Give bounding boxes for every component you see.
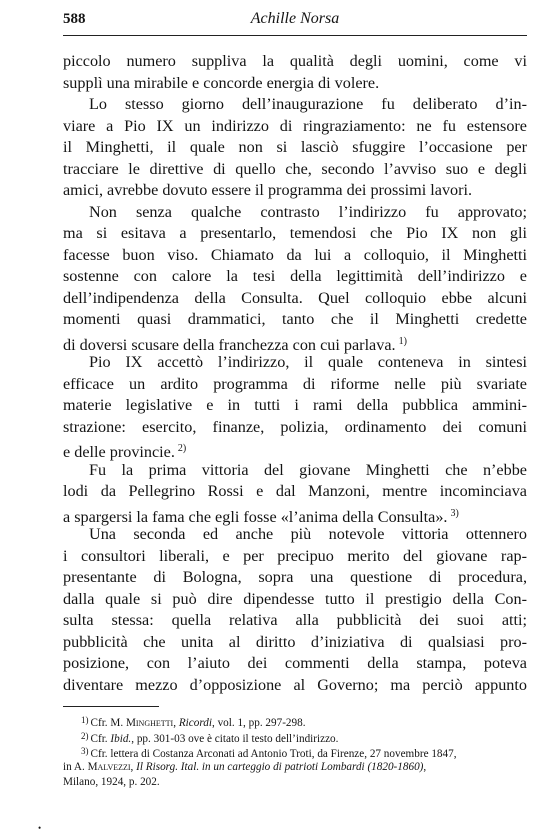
text-line: posizione, con l’aiuto dei commenti della stampa, poteva — [63, 654, 527, 672]
footnote-text: Cfr. — [90, 732, 111, 745]
text-line: Una seconda ed anche più notevole vittoria ottennero — [89, 525, 527, 543]
margin-mark: • — [38, 823, 42, 833]
text-line: piccolo numero suppliva la qualità degli uomini, come vi — [63, 52, 527, 70]
footnote-3 — [63, 744, 527, 760]
footnote-ref-3: 3) — [450, 507, 459, 519]
text-line: il Minghetti, il quale non si lasciò sfuggire l’occasione per — [63, 138, 527, 156]
text-line: diventare mezzo d’opposizione al Governo; ma perciò appunto — [63, 675, 527, 694]
footnote-rule — [63, 706, 159, 707]
footnote-work: Il Risorg. Ital. in un carteggio di patrioti Lombardi (1820-1860) — [136, 760, 424, 773]
footnote-number: 2) — [81, 730, 89, 741]
footnote-ref-1: 1) — [398, 335, 407, 347]
footnote-ref-2: 2) — [177, 443, 187, 454]
page-number: 588 — [63, 11, 86, 27]
footnote-number: 3) — [81, 746, 89, 756]
footnote-text: , pp. 301-03 ove è citato il testo dell’indirizzo. — [131, 732, 339, 745]
footnote-text: Cfr. M. — [90, 717, 126, 729]
text-line: e delle provincie. — [63, 443, 175, 461]
text-line: momenti quasi drammatici, tanto che il Minghetti credette — [63, 310, 527, 328]
footnote-text: , — [173, 717, 179, 729]
text-line: pubblicità che unita al diritto d’iniziativa di qualsiasi pro- — [63, 632, 527, 651]
footnote-text: in A. — [63, 760, 88, 773]
text-line: facesse buon viso. Chiamato da lui a colloquio, il Minghetti — [63, 245, 527, 264]
text-line: a spargersi la fama che egli fosse «l’anima della Consulta». — [63, 507, 448, 526]
text-line: viare a Pio IX un indirizzo di ringraziamento: ne fu estensore — [63, 116, 527, 135]
text-line-with-footnote — [63, 331, 527, 353]
footnotes — [63, 713, 527, 791]
text-line: lodi da Pellegrino Rossi e dal Manzoni, mentre incominciava — [63, 482, 527, 500]
footnote-number: 1) — [81, 715, 89, 725]
text-line: i consultori liberali, e per precipuo merito del giovane rap- — [63, 546, 527, 565]
text-line-with-footnote — [63, 503, 527, 525]
text-line: Lo stesso giorno dell’inaugurazione fu deliberato d’in- — [89, 95, 527, 113]
footnote-text: Cfr. lettera di Costanza Arconati ad Antonio Troti, da Firenze, 27 novembre 1847, — [90, 748, 457, 760]
text-line: presentante di Bologna, sopra una questione di procedura, — [63, 568, 527, 586]
footnote-3-continuation — [63, 775, 527, 791]
footnote-text: , — [423, 760, 427, 773]
text-line: sostenne con calore la tesi della legittimità dell’indirizzo e — [63, 267, 527, 285]
text-line: strazione: esercito, finanze, polizia, ordinamento dei comuni — [63, 417, 527, 436]
footnote-ibid: Ibid. — [110, 732, 132, 745]
page-header — [63, 9, 527, 31]
text-line: di doversi scusare della franchezza con cui parlava. — [63, 335, 396, 354]
header-rule — [63, 35, 527, 36]
footnote-text: , vol. 1, pp. 297-298. — [211, 717, 306, 729]
running-title: Achille Norsa — [250, 10, 340, 27]
text-line: supplì una mirabile e concorde energia di volere. — [63, 73, 380, 92]
text-line: Fu la prima vittoria del giovane Minghetti che n’ebbe — [89, 460, 527, 479]
text-line: materie legislative e in tutti i rami della pubblica ammini- — [63, 396, 527, 414]
text-line: dell’indipendenza della Consulta. Quel colloquio ebbe alcuni — [63, 288, 527, 307]
footnote-author: Minghetti — [125, 717, 174, 729]
footnote-text: Milano, 1924, p. 202. — [63, 776, 160, 788]
text-line: Non senza qualche contrasto l’indirizzo fu approvato; — [89, 202, 527, 221]
text-line: Pio IX accettò l’indirizzo, il quale conteneva in sintesi — [89, 353, 527, 371]
footnote-work: Ricordi — [178, 717, 212, 729]
footnote-1 — [63, 713, 527, 729]
text-line: tracciare le direttive di quello che, secondo l’avviso suo e degli — [63, 159, 527, 178]
text-line: ma si esitava a presentarlo, temendosi che Pio IX non gli — [63, 224, 527, 242]
footnote-text: , — [130, 760, 137, 773]
footnote-author: Malvezzi — [87, 760, 131, 773]
body-text — [63, 51, 527, 696]
text-line: amici, avrebbe dovuto essere il programma dei prossimi lavori. — [63, 181, 473, 199]
text-line: dalla quale si può dire dipendesse tutto il prestigio della Con- — [63, 589, 527, 608]
footnote-3-continuation — [63, 760, 527, 776]
footnote-2 — [63, 729, 527, 745]
text-line: efficace un ardito programma di riforme nelle più svariate — [63, 374, 527, 393]
text-line: sulta stessa: quella relativa alla pubblicità dei suoi atti; — [63, 611, 527, 629]
text-line-with-footnote — [63, 438, 527, 460]
